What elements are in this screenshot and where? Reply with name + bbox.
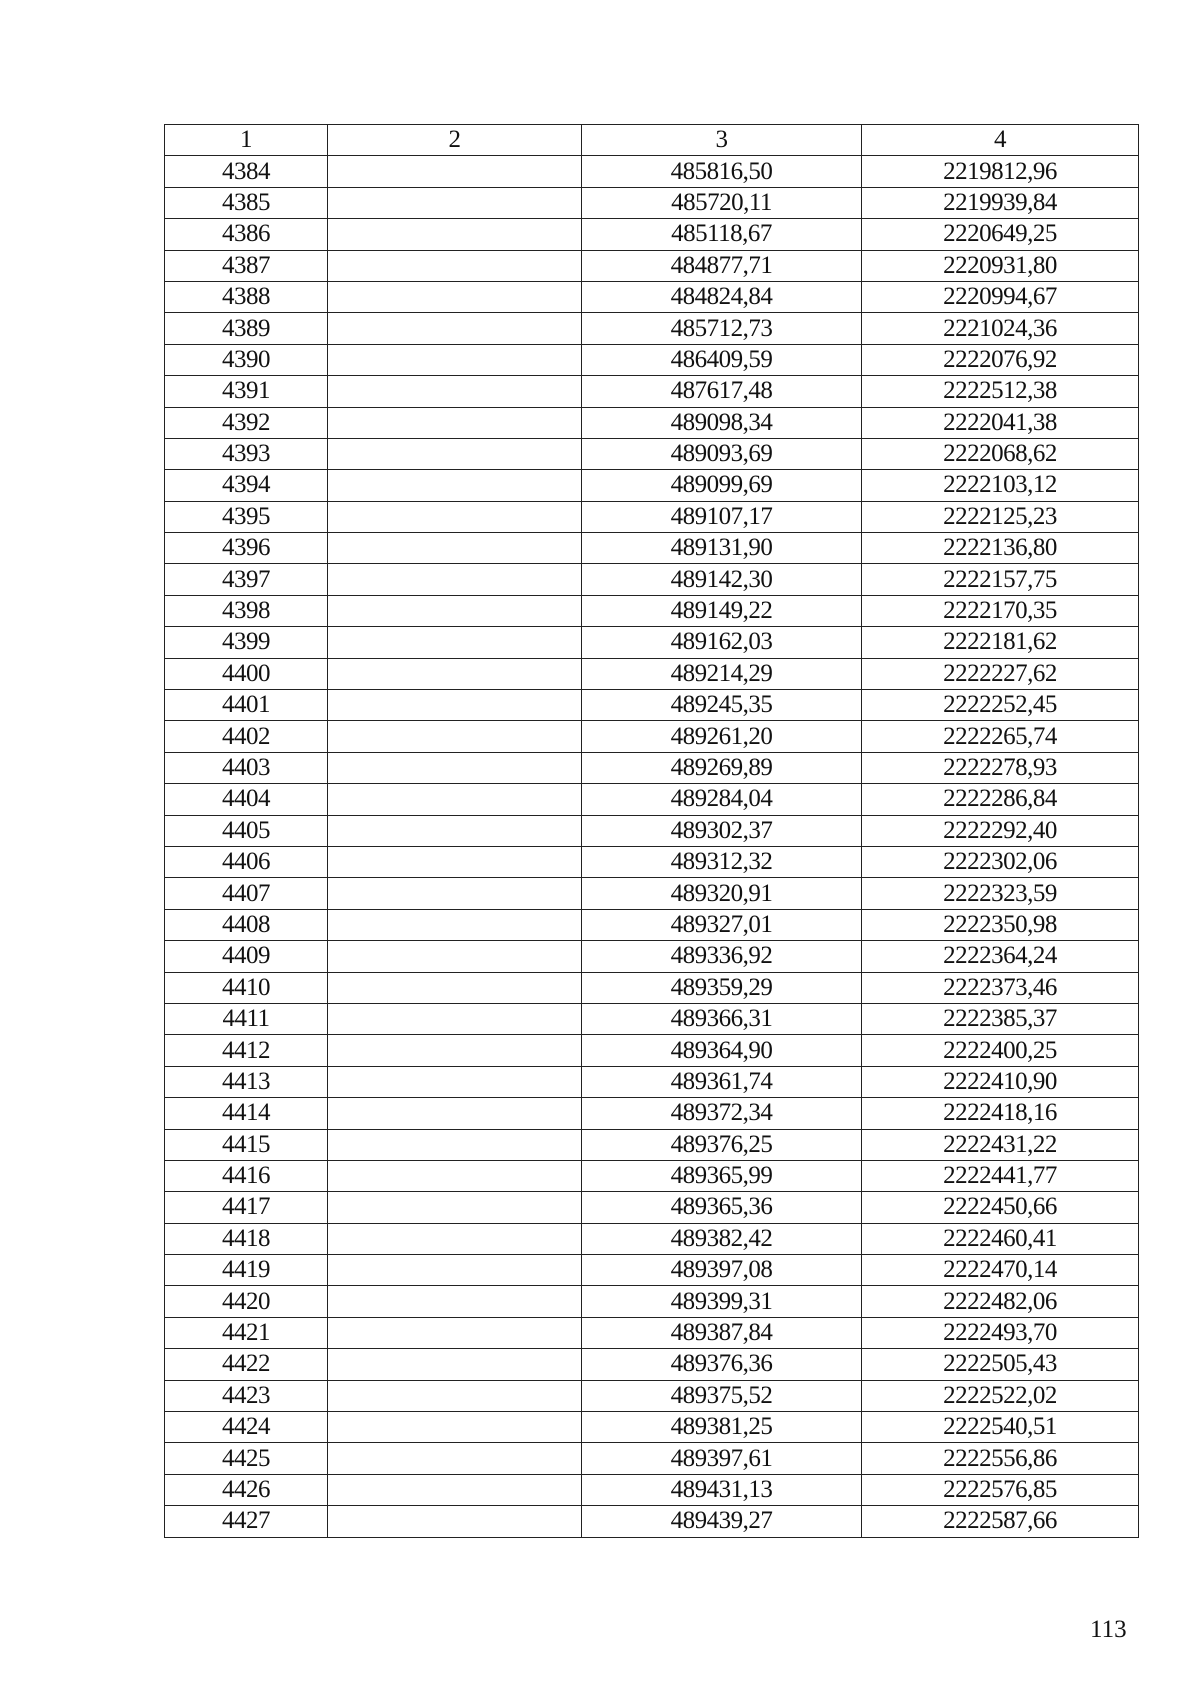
table-cell-col-1: 4400 bbox=[165, 658, 328, 689]
table-cell-col-4: 2222441,77 bbox=[862, 1160, 1139, 1191]
table-cell-col-3: 489365,36 bbox=[582, 1192, 862, 1223]
table-row bbox=[165, 438, 1139, 469]
table-cell-col-2 bbox=[328, 658, 582, 689]
table-cell-col-4: 2222278,93 bbox=[862, 752, 1139, 783]
table-cell-col-1: 4405 bbox=[165, 815, 328, 846]
table-cell-col-3: 489365,99 bbox=[582, 1160, 862, 1191]
table-cell-col-1: 4424 bbox=[165, 1412, 328, 1443]
table-cell-col-2 bbox=[328, 846, 582, 877]
table-cell-col-2 bbox=[328, 376, 582, 407]
table-cell-col-1: 4406 bbox=[165, 846, 328, 877]
table-cell-col-3: 489269,89 bbox=[582, 752, 862, 783]
coordinates-table bbox=[164, 124, 1139, 1538]
table-row bbox=[165, 1349, 1139, 1380]
table-cell-col-1: 4423 bbox=[165, 1380, 328, 1411]
table-cell-col-2 bbox=[328, 784, 582, 815]
table-cell-col-1: 4413 bbox=[165, 1066, 328, 1097]
table-cell-col-1: 4412 bbox=[165, 1035, 328, 1066]
table-row bbox=[165, 533, 1139, 564]
table-cell-col-2 bbox=[328, 1129, 582, 1160]
table-row bbox=[165, 1317, 1139, 1348]
table-cell-col-2 bbox=[328, 752, 582, 783]
table-cell-col-4: 2222323,59 bbox=[862, 878, 1139, 909]
table-cell-col-4: 2222350,98 bbox=[862, 909, 1139, 940]
table-cell-col-2 bbox=[328, 1506, 582, 1537]
table-cell-col-4: 2222512,38 bbox=[862, 376, 1139, 407]
table-cell-col-2 bbox=[328, 407, 582, 438]
table-cell-col-4: 2222576,85 bbox=[862, 1474, 1139, 1505]
table-cell-col-2 bbox=[328, 1349, 582, 1380]
table-row bbox=[165, 281, 1139, 312]
table-cell-col-4: 2221024,36 bbox=[862, 313, 1139, 344]
table-cell-col-3: 489372,34 bbox=[582, 1098, 862, 1129]
table-cell-col-1: 4410 bbox=[165, 972, 328, 1003]
table-cell-col-4: 2219812,96 bbox=[862, 156, 1139, 187]
table-cell-col-4: 2220931,80 bbox=[862, 250, 1139, 281]
table-row bbox=[165, 878, 1139, 909]
table-cell-col-4: 2222418,16 bbox=[862, 1098, 1139, 1129]
table-cell-col-2 bbox=[328, 972, 582, 1003]
table-row bbox=[165, 1003, 1139, 1034]
table-cell-col-3: 489439,27 bbox=[582, 1506, 862, 1537]
table-cell-col-3: 489320,91 bbox=[582, 878, 862, 909]
table-cell-col-4: 2222482,06 bbox=[862, 1286, 1139, 1317]
table-cell-col-3: 489359,29 bbox=[582, 972, 862, 1003]
table-row bbox=[165, 721, 1139, 752]
table-cell-col-4: 2222103,12 bbox=[862, 470, 1139, 501]
table-cell-col-2 bbox=[328, 595, 582, 626]
header-row bbox=[165, 125, 1139, 156]
table-cell-col-4: 2222157,75 bbox=[862, 564, 1139, 595]
table-cell-col-3: 489361,74 bbox=[582, 1066, 862, 1097]
table-cell-col-1: 4420 bbox=[165, 1286, 328, 1317]
table-cell-col-4: 2222556,86 bbox=[862, 1443, 1139, 1474]
table-cell-col-3: 489107,17 bbox=[582, 501, 862, 532]
table-cell-col-4: 2219939,84 bbox=[862, 187, 1139, 218]
table-cell-col-1: 4388 bbox=[165, 281, 328, 312]
table-cell-col-3: 485118,67 bbox=[582, 219, 862, 250]
table-row bbox=[165, 1035, 1139, 1066]
table-cell-col-2 bbox=[328, 1035, 582, 1066]
table-cell-col-2 bbox=[328, 1098, 582, 1129]
table-cell-col-2 bbox=[328, 187, 582, 218]
table-cell-col-4: 2222252,45 bbox=[862, 690, 1139, 721]
table-row bbox=[165, 470, 1139, 501]
table-cell-col-2 bbox=[328, 690, 582, 721]
table-cell-col-4: 2222522,02 bbox=[862, 1380, 1139, 1411]
table-cell-col-3: 489261,20 bbox=[582, 721, 862, 752]
table-row bbox=[165, 1066, 1139, 1097]
table-row bbox=[165, 564, 1139, 595]
table-cell-col-3: 486409,59 bbox=[582, 344, 862, 375]
table-cell-col-4: 2222125,23 bbox=[862, 501, 1139, 532]
table-cell-col-4: 2222286,84 bbox=[862, 784, 1139, 815]
table-cell-col-3: 484877,71 bbox=[582, 250, 862, 281]
table-cell-col-3: 489099,69 bbox=[582, 470, 862, 501]
table-cell-col-1: 4403 bbox=[165, 752, 328, 783]
table-cell-col-1: 4396 bbox=[165, 533, 328, 564]
table-cell-col-4: 2220649,25 bbox=[862, 219, 1139, 250]
table-cell-col-1: 4389 bbox=[165, 313, 328, 344]
table-row bbox=[165, 941, 1139, 972]
table-row bbox=[165, 1443, 1139, 1474]
table-cell-col-1: 4409 bbox=[165, 941, 328, 972]
table-cell-col-4: 2222170,35 bbox=[862, 595, 1139, 626]
table-cell-col-2 bbox=[328, 1380, 582, 1411]
table-row bbox=[165, 1192, 1139, 1223]
table-cell-col-3: 489387,84 bbox=[582, 1317, 862, 1348]
table-cell-col-2 bbox=[328, 909, 582, 940]
table-cell-col-1: 4398 bbox=[165, 595, 328, 626]
table-cell-col-4: 2222540,51 bbox=[862, 1412, 1139, 1443]
table-cell-col-4: 2222505,43 bbox=[862, 1349, 1139, 1380]
table-row bbox=[165, 1223, 1139, 1254]
table-row bbox=[165, 376, 1139, 407]
table-cell-col-2 bbox=[328, 250, 582, 281]
table-row bbox=[165, 1474, 1139, 1505]
table-cell-col-3: 485816,50 bbox=[582, 156, 862, 187]
table-cell-col-1: 4411 bbox=[165, 1003, 328, 1034]
table-cell-col-2 bbox=[328, 313, 582, 344]
table-cell-col-4: 2222364,24 bbox=[862, 941, 1139, 972]
table-cell-col-4: 2222470,14 bbox=[862, 1255, 1139, 1286]
table-cell-col-2 bbox=[328, 627, 582, 658]
table-cell-col-1: 4394 bbox=[165, 470, 328, 501]
table-cell-col-1: 4418 bbox=[165, 1223, 328, 1254]
table-row bbox=[165, 156, 1139, 187]
table-cell-col-2 bbox=[328, 1286, 582, 1317]
table-cell-col-1: 4419 bbox=[165, 1255, 328, 1286]
table-cell-col-1: 4415 bbox=[165, 1129, 328, 1160]
table-cell-col-3: 484824,84 bbox=[582, 281, 862, 312]
table-cell-col-4: 2222400,25 bbox=[862, 1035, 1139, 1066]
table-cell-col-4: 2222450,66 bbox=[862, 1192, 1139, 1223]
table-cell-col-4: 2222227,62 bbox=[862, 658, 1139, 689]
table-cell-col-3: 489245,35 bbox=[582, 690, 862, 721]
table-row bbox=[165, 250, 1139, 281]
table-cell-col-3: 489149,22 bbox=[582, 595, 862, 626]
table-cell-col-3: 489098,34 bbox=[582, 407, 862, 438]
table-cell-col-1: 4395 bbox=[165, 501, 328, 532]
table-cell-col-1: 4408 bbox=[165, 909, 328, 940]
table-cell-col-1: 4387 bbox=[165, 250, 328, 281]
table-row bbox=[165, 344, 1139, 375]
table-cell-col-1: 4391 bbox=[165, 376, 328, 407]
table-cell-col-1: 4393 bbox=[165, 438, 328, 469]
table-cell-col-2 bbox=[328, 1223, 582, 1254]
table-cell-col-2 bbox=[328, 1003, 582, 1034]
table-cell-col-3: 489284,04 bbox=[582, 784, 862, 815]
table-cell-col-3: 489327,01 bbox=[582, 909, 862, 940]
page-number: 113 bbox=[1090, 1616, 1127, 1643]
table-cell-col-1: 4401 bbox=[165, 690, 328, 721]
table-row bbox=[165, 595, 1139, 626]
table-cell-col-3: 489131,90 bbox=[582, 533, 862, 564]
table-row bbox=[165, 1412, 1139, 1443]
table-row bbox=[165, 690, 1139, 721]
table-cell-col-3: 489214,29 bbox=[582, 658, 862, 689]
table-cell-col-2 bbox=[328, 941, 582, 972]
table-row bbox=[165, 1286, 1139, 1317]
table-cell-col-2 bbox=[328, 1255, 582, 1286]
table-cell-col-3: 489399,31 bbox=[582, 1286, 862, 1317]
table-cell-col-1: 4404 bbox=[165, 784, 328, 815]
table-cell-col-1: 4384 bbox=[165, 156, 328, 187]
table-cell-col-4: 2222493,70 bbox=[862, 1317, 1139, 1348]
table-cell-col-1: 4385 bbox=[165, 187, 328, 218]
table-row bbox=[165, 784, 1139, 815]
table-row bbox=[165, 219, 1139, 250]
table-cell-col-3: 489397,61 bbox=[582, 1443, 862, 1474]
table-cell-col-2 bbox=[328, 281, 582, 312]
table-row bbox=[165, 846, 1139, 877]
table-cell-col-2 bbox=[328, 721, 582, 752]
table-cell-col-1: 4399 bbox=[165, 627, 328, 658]
table-cell-col-3: 489381,25 bbox=[582, 1412, 862, 1443]
table-cell-col-2 bbox=[328, 1160, 582, 1191]
header-col-3: 3 bbox=[582, 125, 862, 156]
table-row bbox=[165, 1506, 1139, 1537]
table-cell-col-1: 4417 bbox=[165, 1192, 328, 1223]
table-cell-col-2 bbox=[328, 878, 582, 909]
table-cell-col-3: 487617,48 bbox=[582, 376, 862, 407]
table-cell-col-2 bbox=[328, 564, 582, 595]
table-cell-col-3: 485712,73 bbox=[582, 313, 862, 344]
table-cell-col-2 bbox=[328, 219, 582, 250]
table-cell-col-4: 2222431,22 bbox=[862, 1129, 1139, 1160]
table-cell-col-1: 4390 bbox=[165, 344, 328, 375]
table-row bbox=[165, 972, 1139, 1003]
table-row bbox=[165, 313, 1139, 344]
table-cell-col-2 bbox=[328, 533, 582, 564]
table-cell-col-2 bbox=[328, 1412, 582, 1443]
table-cell-col-1: 4416 bbox=[165, 1160, 328, 1191]
table-cell-col-4: 2222068,62 bbox=[862, 438, 1139, 469]
table-row bbox=[165, 815, 1139, 846]
table-cell-col-3: 489376,25 bbox=[582, 1129, 862, 1160]
table-cell-col-3: 489162,03 bbox=[582, 627, 862, 658]
table-cell-col-1: 4392 bbox=[165, 407, 328, 438]
table-row bbox=[165, 1129, 1139, 1160]
table-cell-col-4: 2222587,66 bbox=[862, 1506, 1139, 1537]
header-col-4: 4 bbox=[862, 125, 1139, 156]
table-cell-col-2 bbox=[328, 470, 582, 501]
table-cell-col-4: 2222076,92 bbox=[862, 344, 1139, 375]
table-cell-col-2 bbox=[328, 1443, 582, 1474]
table-cell-col-2 bbox=[328, 1192, 582, 1223]
table-cell-col-4: 2222292,40 bbox=[862, 815, 1139, 846]
table-cell-col-4: 2222385,37 bbox=[862, 1003, 1139, 1034]
table-cell-col-3: 489366,31 bbox=[582, 1003, 862, 1034]
table-cell-col-3: 485720,11 bbox=[582, 187, 862, 218]
table-cell-col-3: 489397,08 bbox=[582, 1255, 862, 1286]
table-cell-col-1: 4397 bbox=[165, 564, 328, 595]
table-cell-col-1: 4427 bbox=[165, 1506, 328, 1537]
table-cell-col-3: 489382,42 bbox=[582, 1223, 862, 1254]
table-cell-col-4: 2222460,41 bbox=[862, 1223, 1139, 1254]
table-cell-col-4: 2222181,62 bbox=[862, 627, 1139, 658]
table-cell-col-1: 4426 bbox=[165, 1474, 328, 1505]
table-cell-col-1: 4402 bbox=[165, 721, 328, 752]
table-cell-col-2 bbox=[328, 1474, 582, 1505]
table-cell-col-1: 4414 bbox=[165, 1098, 328, 1129]
header-col-2: 2 bbox=[328, 125, 582, 156]
table-cell-col-3: 489142,30 bbox=[582, 564, 862, 595]
table-cell-col-4: 2222302,06 bbox=[862, 846, 1139, 877]
table-row bbox=[165, 501, 1139, 532]
table-row bbox=[165, 1255, 1139, 1286]
table-cell-col-1: 4407 bbox=[165, 878, 328, 909]
table-cell-col-2 bbox=[328, 1317, 582, 1348]
table-cell-col-3: 489364,90 bbox=[582, 1035, 862, 1066]
table-cell-col-3: 489376,36 bbox=[582, 1349, 862, 1380]
table-row bbox=[165, 909, 1139, 940]
table-cell-col-4: 2222041,38 bbox=[862, 407, 1139, 438]
table-row bbox=[165, 1380, 1139, 1411]
table-cell-col-1: 4422 bbox=[165, 1349, 328, 1380]
table-row bbox=[165, 187, 1139, 218]
table-cell-col-4: 2220994,67 bbox=[862, 281, 1139, 312]
table-row bbox=[165, 658, 1139, 689]
table-cell-col-2 bbox=[328, 501, 582, 532]
table-cell-col-3: 489093,69 bbox=[582, 438, 862, 469]
table-cell-col-4: 2222373,46 bbox=[862, 972, 1139, 1003]
table-row bbox=[165, 627, 1139, 658]
table-cell-col-2 bbox=[328, 815, 582, 846]
table-cell-col-4: 2222265,74 bbox=[862, 721, 1139, 752]
table-cell-col-4: 2222410,90 bbox=[862, 1066, 1139, 1097]
table-cell-col-3: 489431,13 bbox=[582, 1474, 862, 1505]
table-cell-col-3: 489312,32 bbox=[582, 846, 862, 877]
table-row bbox=[165, 407, 1139, 438]
table-row bbox=[165, 1098, 1139, 1129]
table-cell-col-2 bbox=[328, 1066, 582, 1097]
table-row bbox=[165, 752, 1139, 783]
table-header bbox=[165, 125, 1139, 156]
table-cell-col-3: 489336,92 bbox=[582, 941, 862, 972]
table-cell-col-2 bbox=[328, 344, 582, 375]
table-cell-col-3: 489302,37 bbox=[582, 815, 862, 846]
table-cell-col-1: 4425 bbox=[165, 1443, 328, 1474]
table-row bbox=[165, 1160, 1139, 1191]
table-cell-col-1: 4421 bbox=[165, 1317, 328, 1348]
table-cell-col-2 bbox=[328, 156, 582, 187]
table-cell-col-1: 4386 bbox=[165, 219, 328, 250]
header-col-1: 1 bbox=[165, 125, 328, 156]
table-cell-col-4: 2222136,80 bbox=[862, 533, 1139, 564]
table-body bbox=[165, 156, 1139, 1537]
table-cell-col-3: 489375,52 bbox=[582, 1380, 862, 1411]
table-cell-col-2 bbox=[328, 438, 582, 469]
